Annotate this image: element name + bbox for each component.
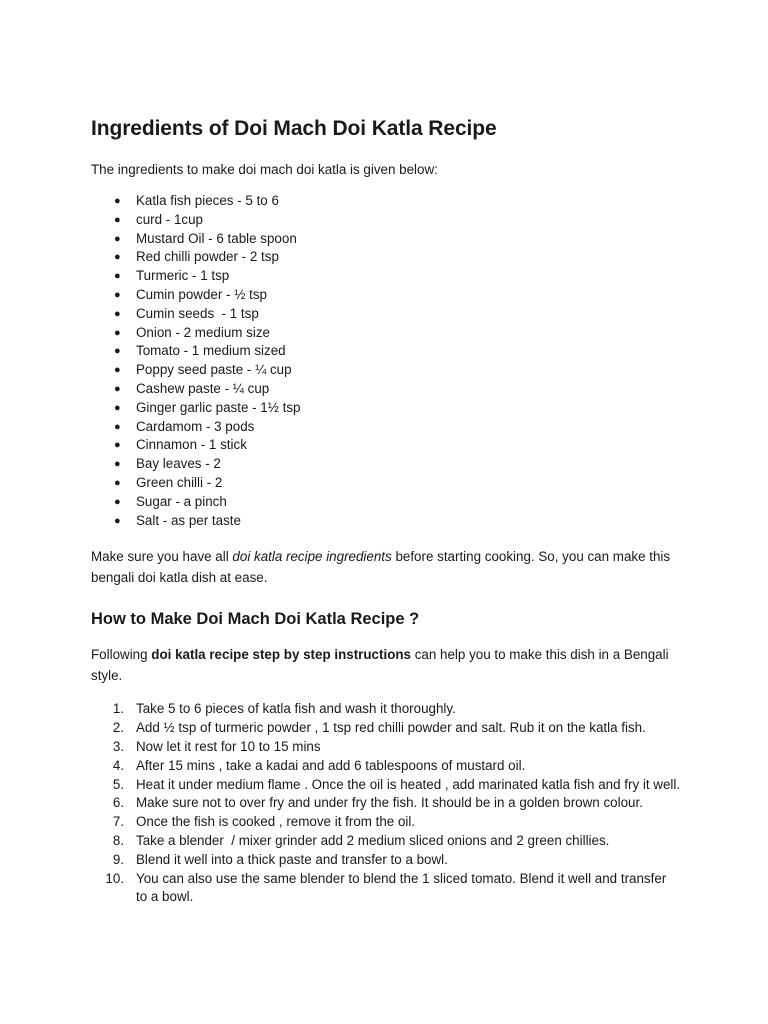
list-item: 1. Take 5 to 6 pieces of katla fish and wash it thoroughly.: [91, 700, 681, 719]
list-item: ● Red chilli powder - 2 tsp: [91, 248, 681, 267]
list-item: 6. Make sure not to over fry and under fry the fish. It should be in a golden brown colour.: [91, 794, 681, 813]
list-item: ● Cinnamon - 1 stick: [91, 436, 681, 455]
bullet-icon: ●: [114, 270, 121, 283]
list-item: ● Bay leaves - 2: [91, 455, 681, 474]
emphasis-text: doi katla recipe ingredients: [232, 549, 392, 565]
list-item: ● Turmeric - 1 tsp: [91, 267, 681, 286]
how-to-heading: How to Make Doi Mach Doi Katla Recipe ?: [91, 610, 420, 629]
instructions-intro: Following doi katla recipe step by step instructions can help you to make this dish in a Bengali style.: [91, 647, 669, 684]
list-item: ● Sugar - a pinch: [91, 493, 681, 512]
steps-list: [91, 700, 681, 907]
step-number: 6.: [112, 795, 124, 811]
bullet-icon: ●: [114, 345, 121, 358]
list-item: ● Onion - 2 medium size: [91, 324, 681, 343]
bullet-icon: ●: [114, 232, 121, 245]
list-item: ● Cardamom - 3 pods: [91, 418, 681, 437]
bold-text: doi katla recipe step by step instructions: [151, 647, 411, 663]
list-item: 10. You can also use the same blender to blend the 1 sliced tomato. Blend it well and transfer to a bowl.: [91, 870, 681, 908]
bullet-icon: ●: [114, 514, 121, 527]
step-number: 7.: [112, 814, 124, 830]
list-item: 2. Add ½ tsp of turmeric powder , 1 tsp red chilli powder and salt. Rub it on the katla fish.: [91, 719, 681, 738]
step-number: 10.: [105, 870, 124, 886]
list-item: 4. After 15 mins , take a kadai and add 6 tablespoons of mustard oil.: [91, 757, 681, 776]
bullet-icon: ●: [114, 326, 121, 339]
bullet-icon: ●: [114, 458, 121, 471]
bullet-icon: ●: [114, 401, 121, 414]
document-content: [91, 113, 681, 907]
bullet-icon: ●: [114, 364, 121, 377]
list-item: ● Cumin powder - ½ tsp: [91, 286, 681, 305]
list-item: ● curd - 1cup: [91, 211, 681, 230]
bullet-icon: ●: [114, 251, 121, 264]
step-number: 2.: [112, 720, 124, 736]
list-item: ● Tomato - 1 medium sized: [91, 342, 681, 361]
list-item: ● Salt - as per taste: [91, 512, 681, 531]
step-number: 9.: [112, 851, 124, 867]
bullet-icon: ●: [114, 213, 121, 226]
bullet-icon: ●: [114, 476, 121, 489]
bullet-icon: ●: [114, 420, 121, 433]
list-item: ● Mustard Oil - 6 table spoon: [91, 230, 681, 249]
bullet-icon: ●: [114, 307, 121, 320]
bullet-icon: ●: [114, 288, 121, 301]
list-item: ● Ginger garlic paste - 1½ tsp: [91, 399, 681, 418]
step-number: 8.: [112, 832, 124, 848]
list-item: 7. Once the fish is cooked , remove it from the oil.: [91, 813, 681, 832]
list-item: ● Cumin seeds - 1 tsp: [91, 305, 681, 324]
list-item: 5. Heat it under medium flame . Once the oil is heated , add marinated katla fish and fry it well.: [91, 776, 681, 795]
ingredients-note: Make sure you have all doi katla recipe ingredients before starting cooking. So, you can make this bengali doi katla dish at ease.: [91, 549, 671, 586]
list-item: 3. Now let it rest for 10 to 15 mins: [91, 738, 681, 757]
bullet-icon: ●: [114, 195, 121, 207]
list-item: 9. Blend it well into a thick paste and transfer to a bowl.: [91, 851, 681, 870]
bullet-icon: ●: [114, 382, 121, 395]
list-item: ● Katla fish pieces - 5 to 6: [91, 192, 681, 211]
bullet-icon: ●: [114, 439, 121, 452]
list-item: ● Poppy seed paste - ¼ cup: [91, 361, 681, 380]
step-number: 3.: [112, 738, 124, 754]
step-number: 1.: [112, 701, 124, 717]
step-number: 5.: [112, 776, 124, 792]
step-number: 4.: [112, 757, 124, 773]
bullet-icon: ●: [114, 495, 121, 508]
list-item: 8. Take a blender / mixer grinder add 2 medium sliced onions and 2 green chillies.: [91, 832, 681, 851]
list-item: ● Cashew paste - ¼ cup: [91, 380, 681, 399]
list-item: ● Green chilli - 2: [91, 474, 681, 493]
ingredients-list: [91, 192, 681, 530]
ingredients-heading: Ingredients of Doi Mach Doi Katla Recipe: [91, 117, 497, 140]
intro-text: The ingredients to make doi mach doi katla is given below:: [91, 162, 438, 177]
